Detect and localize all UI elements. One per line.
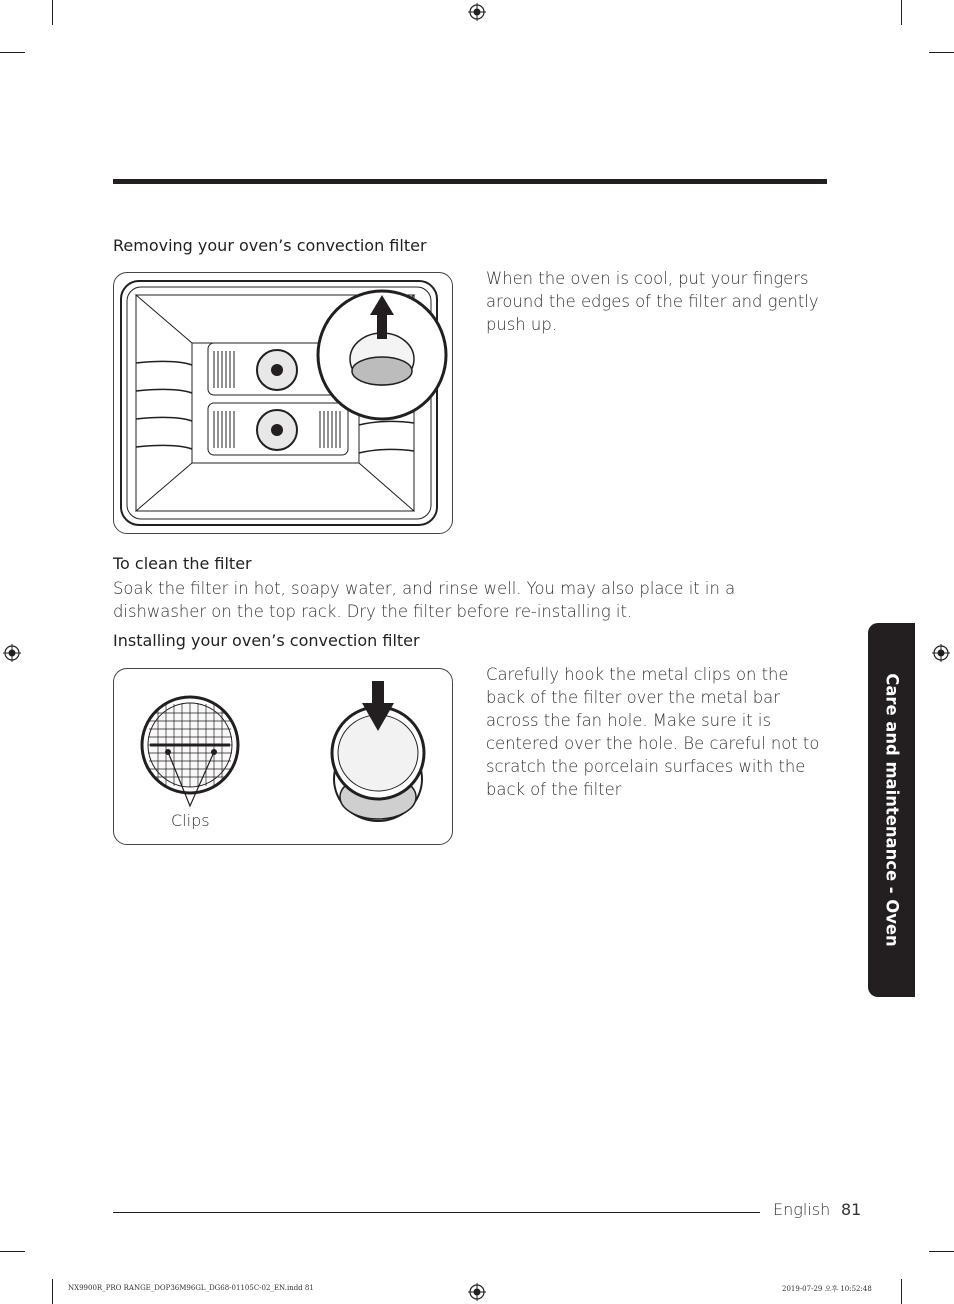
filter-clips-figure (113, 668, 453, 845)
oven-interior-figure (113, 272, 453, 534)
clean-filter-instructions: Soak the filter in hot, soapy water, and rinse well. You may also place it in a dishwasher on the top rack. Dry the filter before re-installing it. (113, 579, 736, 621)
footer-language: English (773, 1200, 831, 1219)
crop-mark (0, 1251, 25, 1252)
print-slug-file: NX9900R_PRO RANGE_DOP36M96GL_DG68-01105C-02_EN.indd 81 (68, 1284, 314, 1292)
section-top-rule (113, 179, 827, 184)
removing-filter-heading: Removing your oven’s convection filter (113, 236, 427, 255)
chapter-side-tab (868, 623, 915, 997)
crop-mark (52, 0, 53, 25)
installing-filter-heading: Installing your oven’s convection filter (113, 631, 420, 650)
crop-mark (929, 52, 954, 53)
filter-clips-illustration (114, 669, 452, 844)
clean-filter-heading: To clean the filter (113, 554, 252, 573)
registration-mark-icon (468, 3, 486, 21)
crop-mark (929, 1251, 954, 1252)
registration-mark-icon (468, 1283, 486, 1301)
registration-mark-icon (932, 644, 950, 662)
crop-mark (901, 1279, 902, 1304)
footer-rule (113, 1212, 760, 1213)
print-slug-timestamp: 2019-07-29 오후 10:52:48 (782, 1285, 872, 1293)
chapter-side-tab-label: Care and maintenance - Oven (882, 673, 901, 947)
crop-mark (0, 52, 25, 53)
installing-filter-instructions: Carefully hook the metal clips on the back of the filter over the metal bar across the fan hole. Make sure it is centered over the hole. Be careful not to scratch the porcelain surfaces with the back of the filter (486, 665, 820, 799)
registration-mark-icon (3, 644, 21, 662)
page-number: 81 (841, 1200, 862, 1219)
oven-interior-illustration (114, 273, 452, 533)
crop-mark (52, 1279, 53, 1304)
clips-label: Clips (171, 811, 210, 830)
removing-filter-instructions: When the oven is cool, put your fingers around the edges of the filter and gently push up. (486, 269, 819, 334)
crop-mark (901, 0, 902, 25)
